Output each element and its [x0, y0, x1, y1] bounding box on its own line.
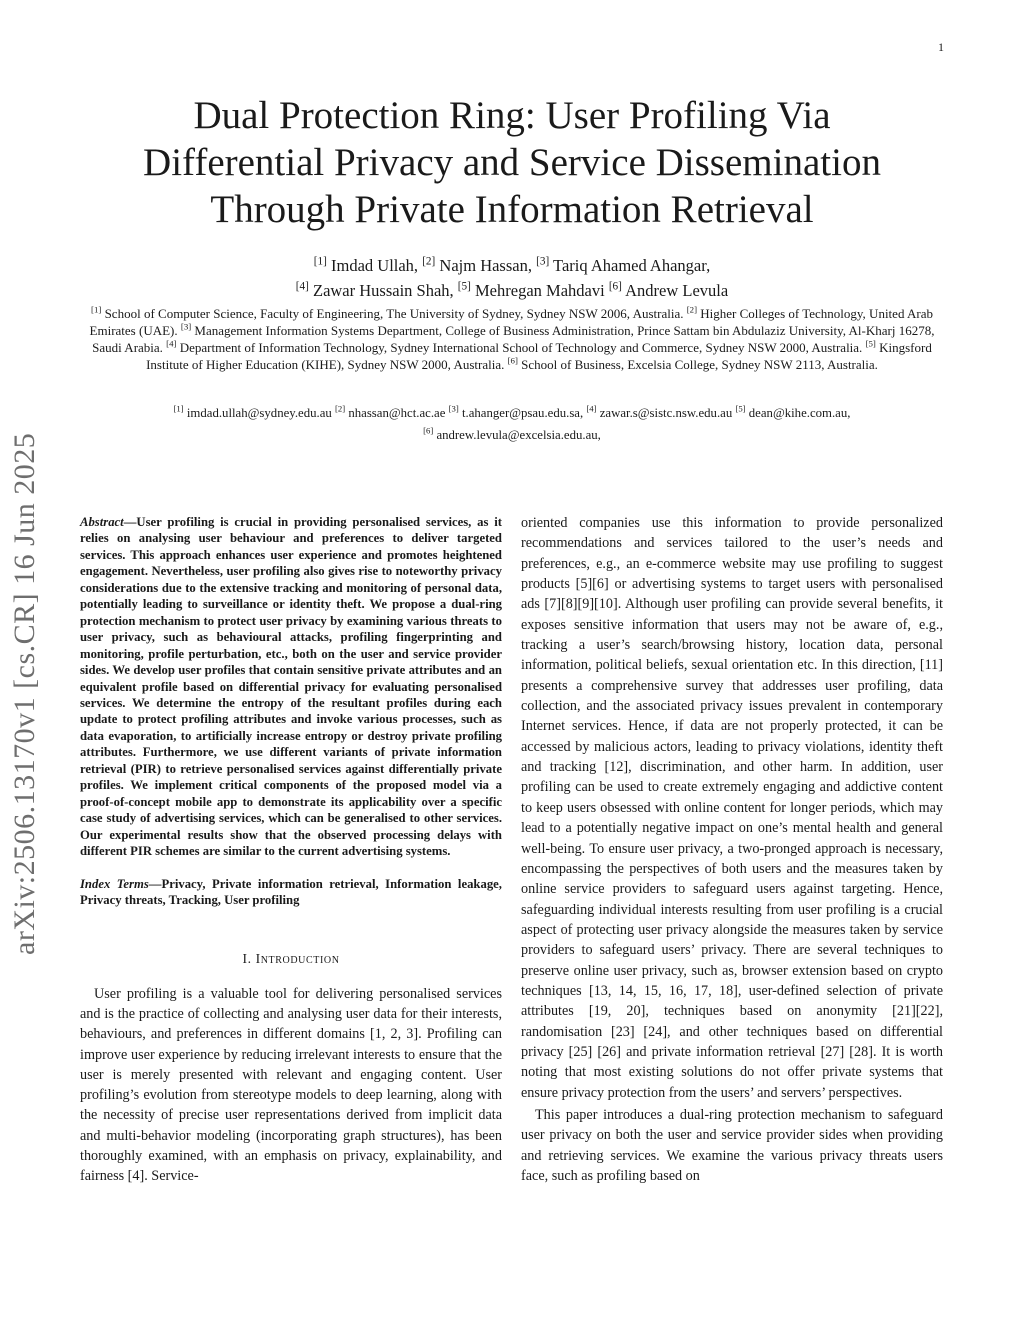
- affiliation-mark: [2]: [686, 304, 698, 315]
- intro-paragraph: User profiling is a valuable tool for delivering personalised services and is the practice of collecting and analysing user data for their interests, behaviours, and preferences in different domains [1, 2, 3]. Profiling can improve user experience by reducing irrelevant interests to ensure that the user is merely presented with relevant and engaging content. User profiling’s evolution from stereotype models to deep learning, along with the necessity of precise user representations derived from implicit data and multi-behavior modeling (incorporating graph structures), has been thoroughly examined, with an emphasis on privacy, explainability, and fairness [4]. Service-: [80, 985, 502, 1185]
- author-mark: [6]: [608, 280, 622, 293]
- left-column: [80, 514, 502, 1187]
- page-number: 1: [938, 40, 944, 54]
- right-column: [521, 513, 943, 1186]
- index-terms: Index Terms—Privacy, Private information retrieval, Information leakage, Privacy threats, Tracking, User profiling: [80, 876, 502, 907]
- index-terms-label: Index Terms: [80, 876, 149, 891]
- email-address[interactable]: t.ahanger@psau.edu.sa,: [461, 406, 584, 420]
- author-name: Najm Hassan,: [439, 256, 532, 275]
- affiliation-text: Department of Information Technology, Sydney International School of Technology and Commerce, Sydney NSW 2000, Australia.: [179, 340, 863, 355]
- affiliation-text: Higher Colleges of Technology, United Arab Emirates (UAE).: [89, 306, 933, 338]
- affiliation-mark: [5]: [865, 338, 876, 349]
- author-mark: [2]: [422, 255, 436, 268]
- email-line-1: [80, 402, 944, 424]
- section-title: Introduction: [255, 951, 340, 967]
- author-name: Andrew Levula: [625, 281, 729, 300]
- abstract: Abstract—User profiling is crucial in providing personalised services, as it relies on analysing user behaviour and preferences to deliver targeted services. This approach enhances user experience and promotes heightened engagement. Nevertheless, user profiling also gives rise to noteworthy privacy considerations due to the extensive tracking and monitoring of personal data, potentially leading to surveillance or identity theft. We propose a dual-ring protection mechanism to protect user privacy by examining various threats to user privacy, such as behavioural attacks, profiling fingerprinting and monitoring, profile perturbation, etc., both on the user and service provider sides. We develop user profiles that contain sensitive private attributes and an equivalent profile based on differential privacy for evaluating personalised services. We determine the entropy of the resultant profiles during each update to protect profiling attributes and invoke various processes, such as data evaporation, to artificially increase entropy or destroy private profiling attributes. Furthermore, we use different variants of private information retrieval (PIR) to retrieve personalised services against differentially private profiles. We implement critical components of the proposed model via a proof-of-concept mobile app to demonstrate its applicability over a specific case study of advertising services, which can be generalised to other services. Our experimental results show that the observed processing delays with different PIR schemes are similar to the current advertising systems.: [80, 515, 502, 859]
- section-number: I.: [242, 951, 252, 967]
- email-mark: [1]: [173, 403, 184, 414]
- email-line-2: [80, 424, 944, 446]
- author-mark: [3]: [536, 255, 550, 268]
- paper-title: Dual Protection Ring: User Profiling Via Differential Privacy and Service Dissemination Through Private Information Retrieval: [143, 94, 881, 231]
- affiliation-text: School of Computer Science, Faculty of Engineering, The University of Sydney, Sydney NSW 2006, Australia.: [104, 306, 684, 321]
- author-line-2: [150, 278, 874, 303]
- affiliation-text: Kingsford Institute of Higher Education (KIHE), Sydney NSW 2000, Australia.: [146, 340, 932, 372]
- author-mark: [5]: [457, 280, 471, 293]
- affiliation-text: School of Business, Excelsia College, Sydney NSW 2113, Australia.: [521, 357, 878, 372]
- affiliation-mark: [6]: [507, 355, 518, 366]
- author-line-1: [150, 253, 874, 278]
- email-address[interactable]: nhassan@hct.ac.ae: [348, 406, 446, 420]
- index-terms-text: Privacy, Private information retrieval, Information leakage, Privacy threats, Tracking, User profiling: [80, 876, 502, 907]
- author-name: Tariq Ahamed Ahangar,: [553, 256, 711, 275]
- affiliation-block: [80, 305, 944, 373]
- author-name: Zawar Hussain Shah,: [312, 281, 454, 300]
- email-address[interactable]: dean@kihe.com.au,: [748, 406, 851, 420]
- body-paragraph: oriented companies use this information to provide personalized recommendations and services tailored to the user’s needs and preferences, e.g., an e-commerce website may use profiling to suggest products [5][6] or advertising systems to target users with personalised ads [7][8][9][10]. Although user profiling can provide several benefits, it exposes sensitive information that users may not be aware of, e.g., tracking a user’s search/browsing history, location data, personal information, political beliefs, sexual orientation etc. In this direction, [11] presents a comprehensive survey that addresses user profiling, data collection, and the associated privacy issues prevalent in contemporary Internet services. Hence, if data are not properly protected, it can be accessed by malicious actors, leading to privacy violations, identity theft and tracking [12], discrimination, and other harm. In addition, user profiling can be used to create extremely engaging and addictive content to keep users obsessed with online content for longer periods, which may lead to a potentially negative impact on one’s mental health and general well-being. To ensure user privacy, a two-pronged approach is necessary, encompassing the perspectives of both users and the measures taken by online service providers to safeguard users against targeting. Hence, safeguarding individual interests resulting from user profiling is a crucial aspect of protecting user privacy alongside the measures taken by service providers to safeguard users’ privacy. There are several techniques to preserve online user privacy, such as, browser extension based on crypto techniques [13, 14, 15, 16, 17, 18], user-defined selection of private attributes [19, 20], techniques based on anonymity [21][22], randomisation [23] [24], and other techniques based on differential privacy [25] [26] and private information retrieval [27] [28]. It is worth noting that most existing solutions do not offer private systems that ensure privacy protection from the users’ and servers’ perspectives.: [521, 515, 943, 1101]
- email-block: [80, 402, 944, 446]
- abstract-text: User profiling is crucial in providing personalised services, as it relies on analysing user behaviour and preferences to deliver targeted services. This approach enhances user experience and promotes heightened engagement. Nevertheless, user profiling also gives rise to noteworthy privacy considerations due to the extensive tracking and monitoring of personal data, potentially leading to surveillance or identity theft. We propose a dual-ring protection mechanism to protect user privacy by examining various threats to user privacy, such as behavioural attacks, profiling fingerprinting and monitoring, profile perturbation, etc., both on the user and service provider sides. We develop user profiles that contain sensitive private attributes and an equivalent profile based on differential privacy for evaluating personalised services. We determine the entropy of the resultant profiles during each update to protect profiling attributes and invoke various processes, such as data evaporation, to artificially increase entropy or destroy private profiling attributes. Furthermore, we use different variants of private information retrieval (PIR) to retrieve personalised services against differentially private profiles. We implement critical components of the proposed model via a proof-of-concept mobile app to demonstrate its applicability over a specific case study of advertising services, which can be generalised to other services. Our experimental results show that the observed processing delays with different PIR schemes are similar to the current advertising systems.: [80, 515, 502, 859]
- author-name: Mehregan Mahdavi: [475, 281, 605, 300]
- email-mark: [4]: [586, 403, 597, 414]
- affiliation-mark: [4]: [166, 338, 177, 349]
- section-heading: [80, 950, 502, 967]
- affiliation-mark: [3]: [180, 321, 192, 332]
- email-address[interactable]: andrew.levula@excelsia.edu.au,: [436, 428, 601, 442]
- email-mark: [5]: [735, 403, 746, 414]
- body-paragraph: This paper introduces a dual-ring protection mechanism to safeguard user privacy on both the user and service provider sides when providing and retrieving services. We examine the various privacy threats users face, such as profiling based on: [521, 1106, 943, 1184]
- affiliation-mark: [1]: [91, 304, 102, 315]
- email-mark: [6]: [423, 425, 434, 436]
- author-mark: [4]: [295, 280, 309, 293]
- author-list: [150, 253, 874, 303]
- email-mark: [3]: [448, 403, 459, 414]
- abstract-label: Abstract: [80, 515, 124, 529]
- email-address[interactable]: imdad.ullah@sydney.edu.au: [186, 406, 332, 420]
- email-mark: [2]: [335, 403, 346, 414]
- arxiv-identifier[interactable]: arXiv:2506.13170v1 [cs.CR] 16 Jun 2025: [8, 432, 41, 955]
- affiliation-text: Management Information Systems Department, College of Business Administration, Prince Sattam bin Abdulaziz University, Al-Kharj 16278, Saudi Arabia.: [92, 323, 935, 355]
- author-mark: [1]: [313, 255, 327, 268]
- email-address[interactable]: zawar.s@sistc.nsw.edu.au: [599, 406, 733, 420]
- author-name: Imdad Ullah,: [331, 256, 419, 275]
